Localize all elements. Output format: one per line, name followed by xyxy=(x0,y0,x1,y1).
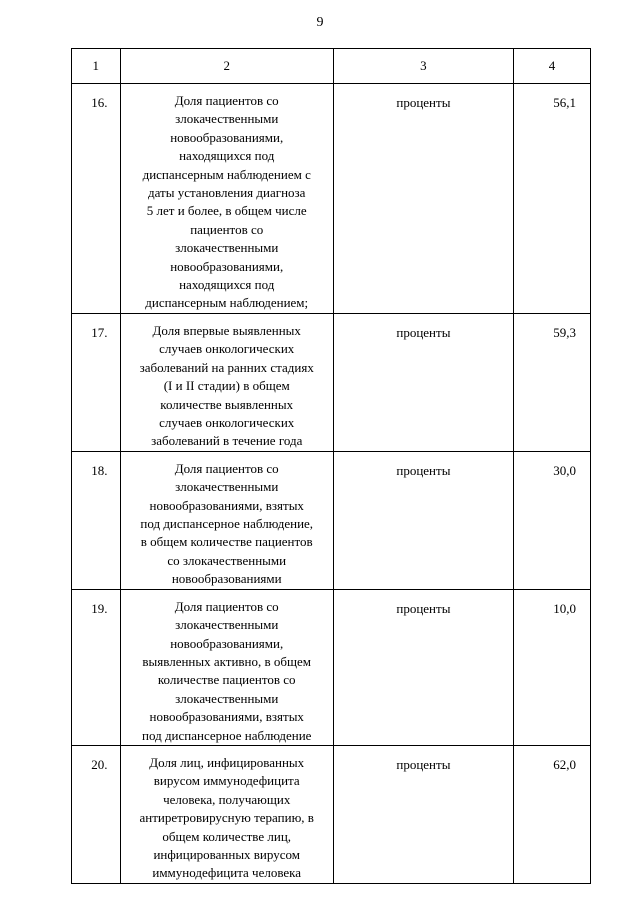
value-cell: 30,0 xyxy=(513,451,590,589)
value-cell: 62,0 xyxy=(513,745,590,883)
table-row xyxy=(72,84,591,314)
description-line: в общем количестве пациентов xyxy=(140,534,313,550)
description-line: новообразованиями, xyxy=(170,258,284,274)
description-line: количестве пациентов со xyxy=(157,672,296,688)
unit-cell: проценты xyxy=(333,451,513,589)
description-line: иммунодефицита человека xyxy=(152,865,302,881)
description-line: случаев онкологических xyxy=(159,414,295,430)
value-cell: 56,1 xyxy=(513,84,590,314)
description-line: Доля пациентов со xyxy=(174,598,279,614)
row-number: 19. xyxy=(72,589,121,745)
description-line: под диспансерное наблюдение xyxy=(142,727,312,743)
description-line: вирусом иммунодефицита xyxy=(153,773,300,789)
column-header-2: 2 xyxy=(120,49,333,84)
row-number: 18. xyxy=(72,451,121,589)
description-line: инфицированных вирусом xyxy=(153,847,300,862)
description-line: случаев онкологических xyxy=(159,341,295,357)
description-line: злокачественными xyxy=(175,479,279,495)
description-line: под диспансерное наблюдение, xyxy=(140,515,314,531)
description-line: Доля пациентов со xyxy=(174,460,279,476)
value-cell: 59,3 xyxy=(513,313,590,451)
indicator-description xyxy=(120,589,333,745)
column-header-3: 3 xyxy=(333,49,513,84)
row-number: 16. xyxy=(72,84,121,314)
indicators-table xyxy=(71,48,591,884)
unit-cell: проценты xyxy=(333,745,513,883)
description-line: Доля лиц, инфицированных xyxy=(149,754,305,770)
page-number: 9 xyxy=(316,15,324,30)
indicator-description xyxy=(120,313,333,451)
description-line: (I и II стадии) в общем xyxy=(163,378,290,394)
table-row xyxy=(72,745,591,883)
description-line: заболеваний в течение года xyxy=(151,433,303,449)
table-row xyxy=(72,589,591,745)
description-line: пациентов со xyxy=(190,221,264,237)
description-line: выявленных активно, в общем xyxy=(142,653,312,669)
description-line: новообразованиями, xyxy=(170,635,284,651)
description-line: количестве выявленных xyxy=(160,396,294,412)
description-line: новообразованиями, взятых xyxy=(149,497,304,513)
description-line: злокачественными xyxy=(175,690,279,706)
column-header-4: 4 xyxy=(513,49,590,84)
indicator-description xyxy=(120,451,333,589)
column-header-1: 1 xyxy=(72,49,121,84)
description-line: даты установления диагноза xyxy=(147,185,306,201)
description-line: новообразованиями xyxy=(171,571,282,587)
table-header-row xyxy=(72,49,591,84)
unit-cell: проценты xyxy=(333,589,513,745)
unit-cell: проценты xyxy=(333,84,513,314)
description-line: диспансерным наблюдением с xyxy=(142,166,311,182)
value-cell: 10,0 xyxy=(513,589,590,745)
description-line: находящихся под xyxy=(179,148,275,164)
description-line: диспансерным наблюдением; xyxy=(145,295,309,311)
description-line: антиретровирусную терапию, в xyxy=(139,810,314,826)
description-line: находящихся под xyxy=(179,277,275,293)
description-line: злокачественными xyxy=(175,617,279,633)
indicator-description xyxy=(120,745,333,883)
description-line: новообразованиями, взятых xyxy=(149,709,304,725)
table-row xyxy=(72,451,591,589)
description-line: человека, получающих xyxy=(163,791,291,807)
description-line: заболеваний на ранних стадиях xyxy=(139,359,314,375)
description-line: со злокачественными xyxy=(167,552,287,568)
description-line: 5 лет и более, в общем числе xyxy=(146,203,307,219)
table-row xyxy=(72,313,591,451)
description-line: новообразованиями, xyxy=(170,129,284,145)
description-line: общем количестве лиц, xyxy=(162,828,292,844)
description-line: Доля впервые выявленных xyxy=(152,322,301,338)
row-number: 20. xyxy=(72,745,121,883)
description-line: злокачественными xyxy=(175,111,279,127)
unit-cell: проценты xyxy=(333,313,513,451)
row-number: 17. xyxy=(72,313,121,451)
description-line: Доля пациентов со xyxy=(174,93,279,108)
indicator-description xyxy=(120,84,333,314)
description-line: злокачественными xyxy=(175,240,279,256)
